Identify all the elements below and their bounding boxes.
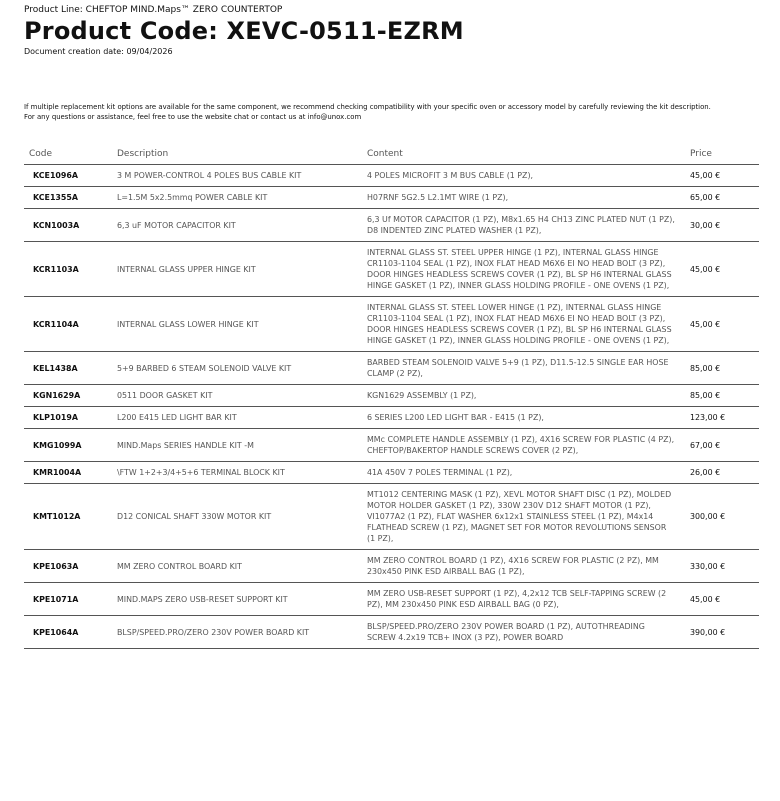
kit-description-cell: INTERNAL GLASS UPPER HINGE KIT [112, 242, 362, 297]
kit-code-cell: KPE1064A [24, 616, 112, 649]
kit-table [24, 147, 759, 649]
kit-code-cell: KMT1012A [24, 484, 112, 550]
kit-price-cell: 300,00 € [685, 484, 759, 550]
kit-content-cell: MT1012 CENTERING MASK (1 PZ), XEVL MOTOR SHAFT DISC (1 PZ), MOLDED MOTOR HOLDER GASKET (1 PZ), 330W 230V D12 SHAFT MOTOR (1 PZ), VI1077A2 (1 PZ), FLAT WASHER 6x12x1 STAINLESS STEEL (1 PZ), M4x14 FLATHEAD SCREW (1 PZ), MAGNET SET FOR MOTOR REVOLUTIONS SENSOR (1 PZ), [362, 484, 685, 550]
kit-content-cell: MM ZERO USB-RESET SUPPORT (1 PZ), 4,2x12 TCB SELF-TAPPING SCREW (2 PZ), MM 230x450 PINK ESD AIRBALL BAG (0 PZ), [362, 583, 685, 616]
kit-description-cell: \FTW 1+2+3/4+5+6 TERMINAL BLOCK KIT [112, 462, 362, 484]
kit-description-cell: MIND.MAPS ZERO USB-RESET SUPPORT KIT [112, 583, 362, 616]
table-row [24, 429, 759, 462]
notice-line-1: If multiple replacement kit options are available for the same component, we recommend checking compatibility with your specific oven or accessory model by carefully reviewing the kit description. [24, 103, 711, 111]
document-page [24, 4, 760, 649]
table-row [24, 352, 759, 385]
table-row [24, 407, 759, 429]
kit-content-cell: 6,3 Uf MOTOR CAPACITOR (1 PZ), M8x1.65 H4 CH13 ZINC PLATED NUT (1 PZ), D8 INDENTED ZINC PLATED WASHER (1 PZ), [362, 209, 685, 242]
table-row [24, 165, 759, 187]
column-header-description: Description [112, 147, 362, 165]
notice-text [24, 103, 760, 122]
kit-description-cell: MIND.Maps SERIES HANDLE KIT -M [112, 429, 362, 462]
kit-code-cell: KPE1063A [24, 550, 112, 583]
column-header-content: Content [362, 147, 685, 165]
table-row [24, 297, 759, 352]
product-line: Product Line: CHEFTOP MIND.Maps™ ZERO COUNTERTOP [24, 5, 283, 15]
kit-description-cell: D12 CONICAL SHAFT 330W MOTOR KIT [112, 484, 362, 550]
kit-content-cell: 4 POLES MICROFIT 3 M BUS CABLE (1 PZ), [362, 165, 685, 187]
table-row [24, 583, 759, 616]
table-row [24, 209, 759, 242]
kit-price-cell: 123,00 € [685, 407, 759, 429]
kit-content-cell: INTERNAL GLASS ST. STEEL UPPER HINGE (1 PZ), INTERNAL GLASS HINGE CR1103-1104 SEAL (1 PZ), INOX FLAT HEAD M6X6 EI NO HEAD BOLT (3 PZ), DOOR HINGES HEADLESS SCREWS COVER (1 PZ), BL SP H6 INTERNAL GLASS HINGE GASKET (1 PZ), INNER GLASS HOLDING PROFILE - ONE OVENS (1 PZ), [362, 242, 685, 297]
kit-price-cell: 390,00 € [685, 616, 759, 649]
kit-description-cell: L=1.5M 5x2.5mmq POWER CABLE KIT [112, 187, 362, 209]
kit-price-cell: 85,00 € [685, 352, 759, 385]
table-body [24, 165, 759, 649]
kit-description-cell: MM ZERO CONTROL BOARD KIT [112, 550, 362, 583]
kit-code-cell: KMG1099A [24, 429, 112, 462]
kit-price-cell: 67,00 € [685, 429, 759, 462]
kit-description-cell: INTERNAL GLASS LOWER HINGE KIT [112, 297, 362, 352]
kit-description-cell: 0511 DOOR GASKET KIT [112, 385, 362, 407]
kit-description-cell: BLSP/SPEED.PRO/ZERO 230V POWER BOARD KIT [112, 616, 362, 649]
table-row [24, 484, 759, 550]
kit-content-cell: 6 SERIES L200 LED LIGHT BAR - E415 (1 PZ), [362, 407, 685, 429]
kit-price-cell: 330,00 € [685, 550, 759, 583]
kit-code-cell: KGN1629A [24, 385, 112, 407]
kit-price-cell: 45,00 € [685, 242, 759, 297]
table-row [24, 550, 759, 583]
kit-code-cell: KCR1104A [24, 297, 112, 352]
kit-content-cell: KGN1629 ASSEMBLY (1 PZ), [362, 385, 685, 407]
table-row [24, 242, 759, 297]
kit-price-cell: 85,00 € [685, 385, 759, 407]
product-code-title: Product Code: XEVC-0511-EZRM [24, 17, 464, 45]
kit-content-cell: BARBED STEAM SOLENOID VALVE 5+9 (1 PZ), D11.5-12.5 SINGLE EAR HOSE CLAMP (2 PZ), [362, 352, 685, 385]
kit-content-cell: BLSP/SPEED.PRO/ZERO 230V POWER BOARD (1 PZ), AUTOTHREADING SCREW 4.2x19 TCB+ INOX (3 PZ), POWER BOARD [362, 616, 685, 649]
kit-price-cell: 30,00 € [685, 209, 759, 242]
kit-content-cell: H07RNF 5G2.5 L2.1MT WIRE (1 PZ), [362, 187, 685, 209]
kit-content-cell: MMc COMPLETE HANDLE ASSEMBLY (1 PZ), 4X16 SCREW FOR PLASTIC (4 PZ), CHEFTOP/BAKERTOP HANDLE SCREWS COVER (2 PZ), [362, 429, 685, 462]
kit-price-cell: 45,00 € [685, 583, 759, 616]
kit-code-cell: KCE1096A [24, 165, 112, 187]
column-header-price: Price [685, 147, 759, 165]
kit-content-cell: 41A 450V 7 POLES TERMINAL (1 PZ), [362, 462, 685, 484]
kit-code-cell: KLP1019A [24, 407, 112, 429]
kit-description-cell: 6,3 uF MOTOR CAPACITOR KIT [112, 209, 362, 242]
kit-code-cell: KPE1071A [24, 583, 112, 616]
kit-code-cell: KMR1004A [24, 462, 112, 484]
table-row [24, 385, 759, 407]
kit-code-cell: KCR1103A [24, 242, 112, 297]
kit-description-cell: 3 M POWER-CONTROL 4 POLES BUS CABLE KIT [112, 165, 362, 187]
kit-price-cell: 65,00 € [685, 187, 759, 209]
kit-price-cell: 26,00 € [685, 462, 759, 484]
table-row [24, 187, 759, 209]
kit-description-cell: L200 E415 LED LIGHT BAR KIT [112, 407, 362, 429]
kit-price-cell: 45,00 € [685, 297, 759, 352]
kit-content-cell: MM ZERO CONTROL BOARD (1 PZ), 4X16 SCREW FOR PLASTIC (2 PZ), MM 230x450 PINK ESD AIRBALL BAG (1 PZ), [362, 550, 685, 583]
table-row [24, 616, 759, 649]
kit-code-cell: KCE1355A [24, 187, 112, 209]
kit-price-cell: 45,00 € [685, 165, 759, 187]
kit-code-cell: KCN1003A [24, 209, 112, 242]
kit-code-cell: KEL1438A [24, 352, 112, 385]
kit-content-cell: INTERNAL GLASS ST. STEEL LOWER HINGE (1 PZ), INTERNAL GLASS HINGE CR1103-1104 SEAL (1 PZ), INOX FLAT HEAD M6X6 EI NO HEAD BOLT (3 PZ), DOOR HINGES HEADLESS SCREWS COVER (1 PZ), BL SP H6 INTERNAL GLASS HINGE GASKET (1 PZ), INNER GLASS HOLDING PROFILE - ONE OVENS (1 PZ), [362, 297, 685, 352]
creation-date: Document creation date: 09/04/2026 [24, 47, 173, 56]
notice-line-2: For any questions or assistance, feel free to use the website chat or contact us at info@unox.com [24, 112, 362, 121]
table-row [24, 462, 759, 484]
table-header-row [24, 147, 759, 165]
column-header-code: Code [24, 147, 112, 165]
kit-description-cell: 5+9 BARBED 6 STEAM SOLENOID VALVE KIT [112, 352, 362, 385]
